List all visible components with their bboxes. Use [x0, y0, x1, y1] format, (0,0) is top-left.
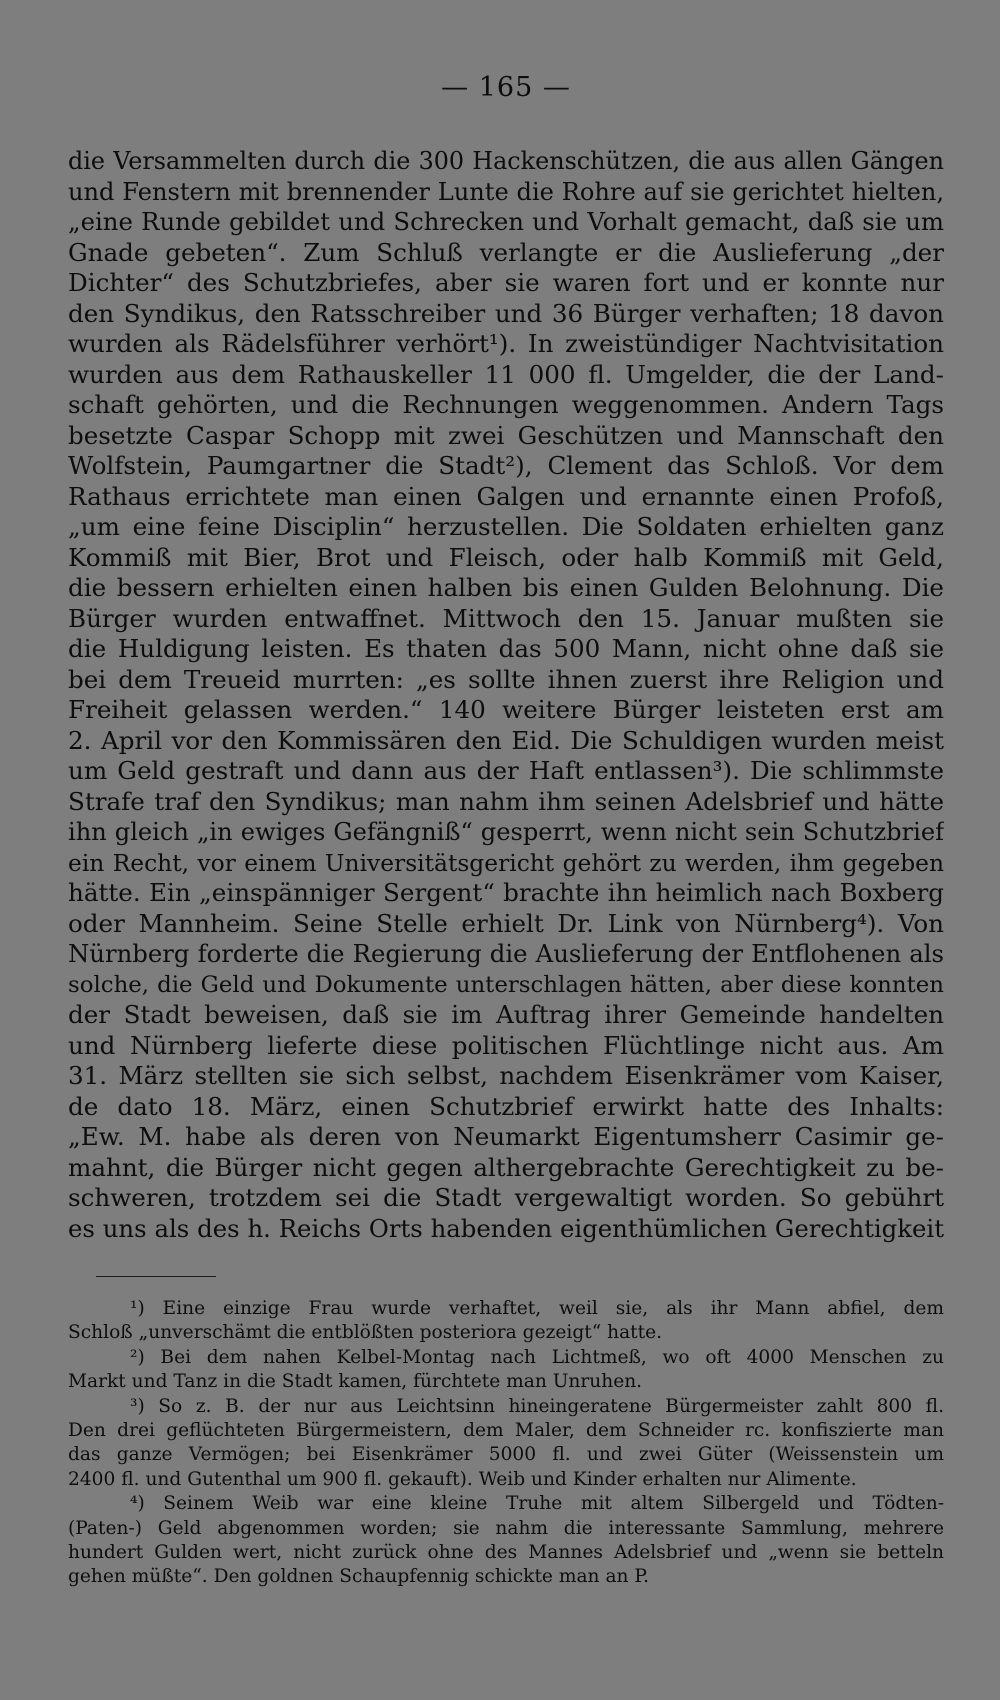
- body-line: Kommiß mit Bier, Brot und Fleisch, oder halb Kommiß mit Geld,: [68, 542, 944, 572]
- footnotes: [68, 1297, 944, 1590]
- body-line: besetzte Caspar Schopp mit zwei Geschützen und Mannschaft den: [68, 420, 944, 450]
- body-line: „um eine feine Disciplin“ herzustellen. Die Soldaten erhielten ganz: [68, 512, 944, 541]
- footnote-line: Schloß „unverschämt die entblößten posteriora gezeigt“ hatte.: [68, 1322, 663, 1344]
- body-line: ihn gleich „in ewiges Gefängniß“ gesperrt, wenn nicht sein Schutzbrief: [68, 818, 944, 846]
- page-number: — 165 —: [441, 72, 571, 103]
- body-line: Gnade gebeten“. Zum Schluß verlangte er die Auslieferung „der: [68, 237, 944, 267]
- body-line: schweren, trotzdem sei die Stadt vergewaltigt worden. So gebührt: [68, 1183, 944, 1212]
- body-line: Strafe traf den Syndikus; man nahm ihm seinen Adelsbrief und hätte: [68, 786, 944, 816]
- footnote-line: Den drei geflüchteten Bürgermeistern, dem Maler, dem Schneider rc. konfiszierte man: [68, 1419, 944, 1441]
- body-line: 31. März stellten sie sich selbst, nachdem Eisenkrämer vom Kaiser,: [68, 1061, 944, 1090]
- body-line: solche, die Geld und Dokumente unterschlagen hätten, aber diese konnten: [68, 971, 944, 998]
- body-line: Wolfstein, Paumgartner die Stadt²), Clement das Schloß. Vor dem: [68, 451, 944, 480]
- body-line: die Huldigung leisten. Es thaten das 500 Mann, nicht ohne daß sie: [68, 634, 944, 663]
- footnote-line: ⁴) Seinem Weib war eine kleine Truhe mit altem Silbergeld und Tödten-: [130, 1493, 944, 1515]
- body-line: und Nürnberg lieferte diese politischen Flüchtlinge nicht aus. Am: [68, 1030, 944, 1060]
- body-text: [68, 146, 944, 1244]
- footnote-line: 2400 fl. und Gutenthal um 900 fl. gekauft). Weib und Kinder erhalten nur Alimente.: [68, 1468, 857, 1490]
- footnote-line: das ganze Vermögen; bei Eisenkrämer 5000 fl. und zwei Güter (Weissenstein um: [68, 1444, 944, 1466]
- footnote-line: Markt und Tanz in die Stadt kamen, fürchtete man Unruhen.: [68, 1371, 643, 1393]
- body-line: und Fenstern mit brennender Lunte die Rohre auf sie gerichtet hielten,: [68, 177, 944, 206]
- footnote-line: ³) So z. B. der nur aus Leichtsinn hineingeratene Bürgermeister zahlt 800 fl.: [130, 1395, 944, 1417]
- footnote-line: gehen müßte“. Den goldnen Schaupfennig schickte man an P.: [68, 1566, 650, 1588]
- body-line: wurden aus dem Rathauskeller 11 000 fl. Umgelder, die der Land-: [68, 359, 944, 389]
- body-line: ein Recht, vor einem Universitätsgericht gehört zu werden, ihm gegeben: [68, 848, 944, 877]
- body-line: Nürnberg forderte die Regierung die Auslieferung der Entflohenen als: [68, 939, 944, 968]
- body-line: wurden als Rädelsführer verhört¹). In zweistündiger Nachtvisitation: [68, 329, 944, 358]
- body-line: „Ew. M. habe als deren von Neumarkt Eigentumsherr Casimir ge-: [68, 1122, 944, 1151]
- body-line: hätte. Ein „einspänniger Sergent“ brachte ihn heimlich nach Boxberg: [68, 878, 944, 907]
- footnote-2: [68, 1346, 944, 1395]
- body-line: den Syndikus, den Ratsschreiber und 36 Bürger verhaften; 18 davon: [68, 298, 944, 328]
- body-line: der Stadt beweisen, daß sie im Auftrag ihrer Gemeinde handelten: [68, 1000, 944, 1029]
- body-line: bei dem Treueid murrten: „es sollte ihnen zuerst ihre Religion und: [68, 664, 944, 694]
- body-line: Dichter“ des Schutzbriefes, aber sie waren fort und er konnte nur: [68, 268, 944, 297]
- body-line: oder Mannheim. Seine Stelle erhielt Dr. Link von Nürnberg⁴). Von: [68, 908, 944, 938]
- body-line: Rathaus errichtete man einen Galgen und ernannte einen Profoß,: [68, 481, 944, 511]
- footnote-separator: [96, 1276, 216, 1277]
- body-line: 2. April vor den Kommissären den Eid. Die Schuldigen wurden meist: [68, 725, 944, 755]
- body-line: mahnt, die Bürger nicht gegen althergebrachte Gerechtigkeit zu be-: [68, 1152, 944, 1182]
- footnote-3: [68, 1395, 944, 1493]
- body-line: „eine Runde gebildet und Schrecken und Vorhalt gemacht, daß sie um: [68, 207, 944, 236]
- footnote-line: ²) Bei dem nahen Kelbel-Montag nach Lichtmeß, wo oft 4000 Menschen zu: [130, 1346, 944, 1368]
- body-line: um Geld gestraft und dann aus der Haft entlassen³). Die schlimmste: [68, 756, 944, 785]
- body-line: schaft gehörten, und die Rechnungen weggenommen. Andern Tags: [68, 390, 944, 419]
- footnote-line: hundert Gulden wert, nicht zurück ohne des Mannes Adelsbrief und „wenn sie betteln: [68, 1541, 944, 1563]
- footnote-line: (Paten-) Geld abgenommen worden; sie nahm die interessante Sammlung, mehrere: [68, 1517, 944, 1539]
- body-line: de dato 18. März, einen Schutzbrief erwirkt hatte des Inhalts:: [68, 1091, 944, 1121]
- body-line: die bessern erhielten einen halben bis einen Gulden Belohnung. Die: [68, 573, 944, 602]
- footnote-1: [68, 1297, 944, 1346]
- footnote-4: [68, 1492, 944, 1590]
- body-line: es uns als des h. Reichs Orts habenden eigenthümlichen Gerechtigkeit: [68, 1213, 944, 1243]
- body-line: Freiheit gelassen werden.“ 140 weitere Bürger leisteten erst am: [68, 695, 944, 724]
- footnote-line: ¹) Eine einzige Frau wurde verhaftet, weil sie, als ihr Mann abfiel, dem: [130, 1298, 944, 1319]
- body-line: Bürger wurden entwaffnet. Mittwoch den 15. Januar mußten sie: [68, 603, 944, 633]
- body-line: die Versammelten durch die 300 Hackenschützen, die aus allen Gängen: [68, 147, 944, 175]
